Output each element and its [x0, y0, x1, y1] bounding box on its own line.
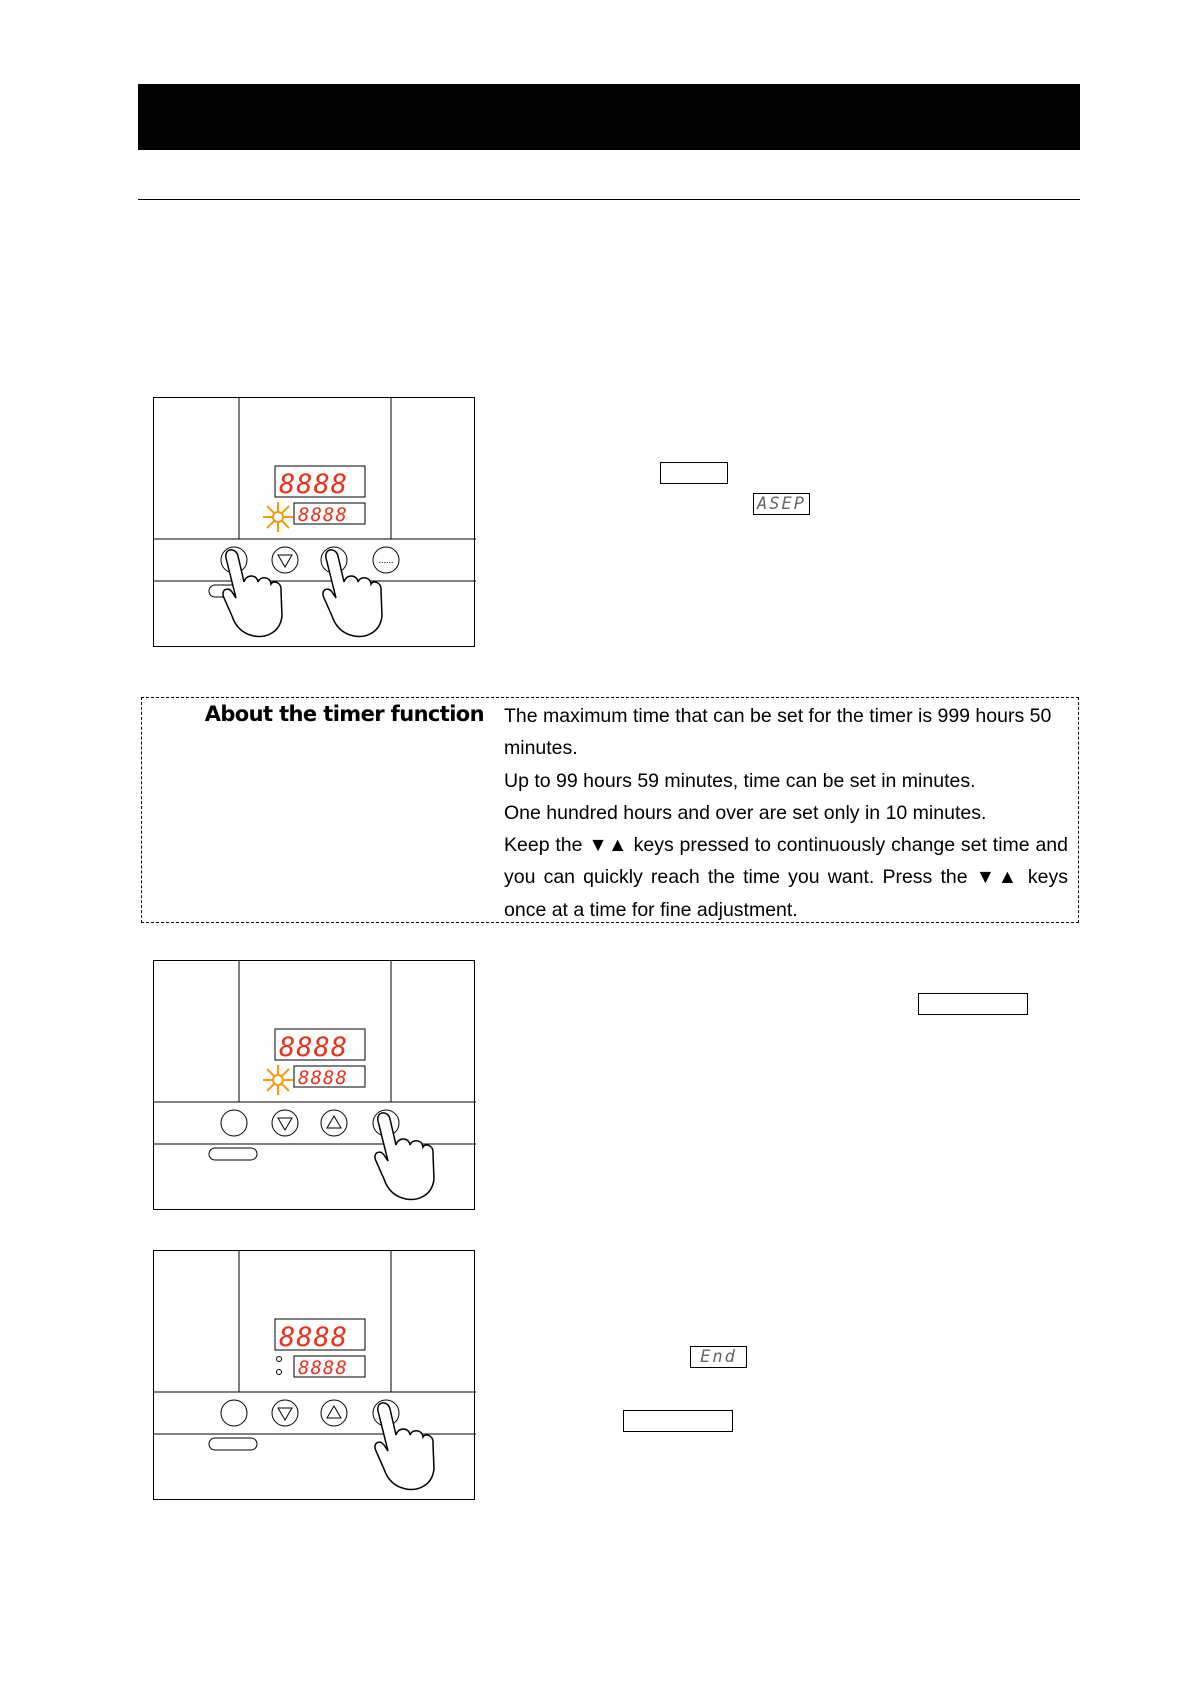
- key-down-icon: [272, 1400, 298, 1426]
- info-line: Up to 99 hours 59 minutes, time can be set in minutes.: [504, 769, 976, 792]
- info-line: One hundred hours and over are set only in 10 minutes.: [504, 801, 987, 824]
- key-label-box: [623, 1410, 733, 1432]
- info-line: Keep the ▼▲ keys pressed to continuously change set time and you can quickly reach the time you want. Press the ▼▲ keys once at a time for fine adjustment.: [504, 834, 1068, 921]
- key-label-box: [660, 462, 728, 484]
- lower-segment-display: 8888: [298, 1357, 348, 1379]
- control-panel-illustration-1: [153, 397, 475, 647]
- panel-drawing: [154, 398, 476, 648]
- svg-text:......: ......: [378, 555, 394, 565]
- info-title: About the timer function: [204, 702, 484, 726]
- lcd-display-astp: ASEP: [753, 493, 810, 515]
- key-1-icon: [221, 1110, 247, 1136]
- key-down-icon: [272, 1110, 298, 1136]
- blink-indicator-icon: [263, 1065, 293, 1095]
- panel-drawing: [154, 961, 476, 1211]
- key-down-icon: [272, 547, 298, 573]
- control-panel-illustration-3: [153, 1250, 475, 1500]
- indicator-dot-icon: [277, 1370, 282, 1375]
- key-1-icon: [221, 1400, 247, 1426]
- key-up-icon: [321, 1400, 347, 1426]
- control-panel-illustration-2: [153, 960, 475, 1210]
- pressing-hand-icon: [375, 1113, 434, 1200]
- lower-segment-display: 8888: [298, 1067, 348, 1089]
- key-label-box: [918, 993, 1028, 1015]
- lcd-display-end: End: [690, 1346, 747, 1368]
- lower-segment-display: 8888: [298, 504, 348, 526]
- upper-segment-display: 8888: [279, 469, 349, 500]
- timer-info-box: [141, 697, 1079, 923]
- pressing-hand-icon: [375, 1403, 434, 1490]
- section-header-bar: [138, 84, 1080, 150]
- panel-drawing: [154, 1251, 476, 1501]
- blink-indicator-icon: [263, 502, 293, 532]
- indicator-dot-icon: [277, 1357, 282, 1362]
- header-rule: [138, 199, 1080, 200]
- upper-segment-display: 8888: [279, 1032, 349, 1063]
- upper-segment-display: 8888: [279, 1322, 349, 1353]
- info-text: [504, 700, 1068, 926]
- info-line: The maximum time that can be set for the timer is 999 hours 50 minutes.: [504, 705, 1052, 760]
- key-up-icon: [321, 1110, 347, 1136]
